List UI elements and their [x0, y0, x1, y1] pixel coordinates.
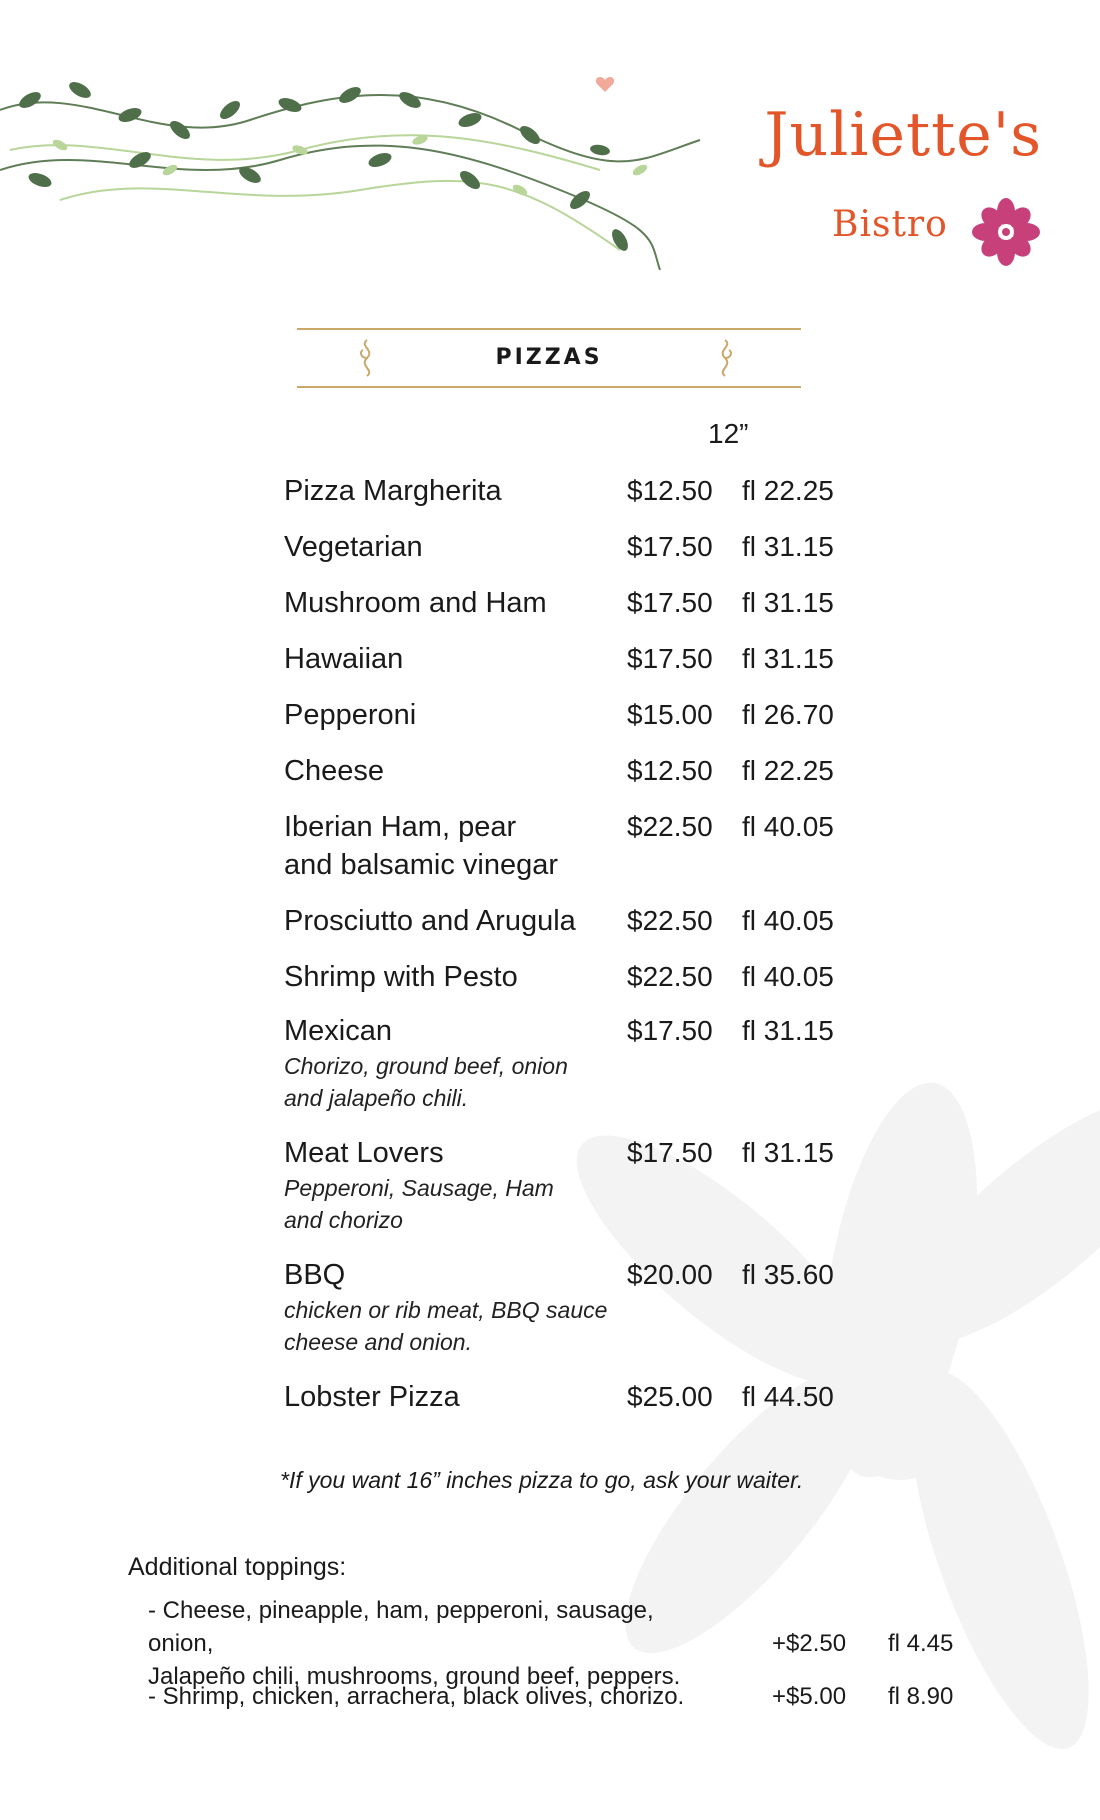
item-name: Mexican	[284, 1015, 392, 1047]
brand-subtitle: Bistro	[832, 204, 948, 245]
topping-price-usd: +$2.50	[772, 1630, 847, 1657]
flower-icon	[972, 198, 1040, 266]
size-column-header: 12”	[708, 418, 749, 449]
vine-decoration	[0, 40, 740, 300]
topping-line	[148, 1680, 988, 1713]
item-price-fl: fl 22.25	[742, 755, 834, 786]
header-rule-top	[297, 328, 801, 330]
additional-toppings	[128, 1550, 988, 1713]
item-price-usd: $12.50	[627, 475, 713, 506]
item-name: Meat Lovers	[284, 1137, 444, 1169]
brand-logo	[700, 100, 1080, 280]
item-price-usd: $22.50	[627, 811, 713, 842]
menu-items	[284, 472, 904, 1428]
item-price-fl: fl 22.25	[742, 475, 834, 506]
topping-price-usd: +$5.00	[772, 1683, 847, 1710]
item-price-usd: $22.50	[627, 905, 713, 936]
item-name: Cheese	[284, 755, 384, 787]
topping-price-fl: fl 8.90	[888, 1683, 954, 1710]
item-name: Pepperoni	[284, 699, 417, 731]
menu-item	[284, 752, 904, 808]
topping-price-fl: fl 4.45	[888, 1630, 954, 1657]
item-name: Hawaiian	[284, 643, 404, 675]
menu-item	[284, 640, 904, 696]
flourish-icon	[710, 338, 740, 378]
item-price-usd: $17.50	[627, 1137, 713, 1168]
item-price-usd: $22.50	[627, 961, 713, 992]
item-price-fl: fl 26.70	[742, 699, 834, 730]
section-header	[297, 328, 801, 390]
menu-item	[284, 958, 904, 1012]
footnote: *If you want 16” inches pizza to go, ask your waiter.	[280, 1467, 804, 1493]
item-price-fl: fl 31.15	[742, 643, 834, 674]
topping-text: - Cheese, pineapple, ham, pepperoni, sausage, onion, Jalapeño chili, mushrooms, ground beef, peppers.	[148, 1597, 681, 1690]
item-price-fl: fl 44.50	[742, 1381, 834, 1412]
item-price-fl: fl 31.15	[742, 531, 834, 562]
item-price-usd: $20.00	[627, 1259, 713, 1290]
item-name: Mushroom and Ham	[284, 587, 547, 619]
item-name: Vegetarian	[284, 531, 423, 563]
item-price-usd: $15.00	[627, 699, 713, 730]
item-price-usd: $25.00	[627, 1381, 713, 1412]
item-name: Pizza Margherita	[284, 475, 502, 507]
item-description: Pepperoni, Sausage, Ham and chorizo	[284, 1175, 554, 1233]
item-name: Prosciutto and Arugula	[284, 905, 576, 937]
item-price-fl: fl 40.05	[742, 905, 834, 936]
item-price-fl: fl 31.15	[742, 1015, 834, 1046]
menu-item	[284, 1012, 904, 1134]
menu-item	[284, 1378, 904, 1428]
item-name: Lobster Pizza	[284, 1381, 460, 1413]
toppings-title: Additional toppings:	[128, 1553, 347, 1581]
item-price-usd: $17.50	[627, 1015, 713, 1046]
menu-item	[284, 1256, 904, 1378]
menu-item	[284, 808, 904, 902]
item-description: chicken or rib meat, BBQ sauce cheese and onion.	[284, 1297, 608, 1355]
section-title: PIZZAS	[495, 345, 603, 370]
menu-item	[284, 1134, 904, 1256]
item-price-usd: $12.50	[627, 755, 713, 786]
item-name: BBQ	[284, 1259, 346, 1291]
item-price-fl: fl 40.05	[742, 961, 834, 992]
item-price-fl: fl 31.15	[742, 1137, 834, 1168]
topping-text: - Shrimp, chicken, arrachera, black olives, chorizo.	[148, 1683, 685, 1710]
menu-item	[284, 528, 904, 584]
item-price-fl: fl 40.05	[742, 811, 834, 842]
topping-line	[148, 1594, 988, 1690]
menu-item	[284, 902, 904, 958]
item-description: Chorizo, ground beef, onion and jalapeño chili.	[284, 1053, 568, 1111]
menu-item	[284, 472, 904, 528]
brand-name: Juliette's	[764, 100, 1042, 170]
item-price-usd: $17.50	[627, 531, 713, 562]
header-rule-bottom	[297, 386, 801, 388]
item-price-usd: $17.50	[627, 643, 713, 674]
menu-item	[284, 696, 904, 752]
item-price-fl: fl 35.60	[742, 1259, 834, 1290]
item-price-usd: $17.50	[627, 587, 713, 618]
item-price-fl: fl 31.15	[742, 587, 834, 618]
item-name: Iberian Ham, pear and balsamic vinegar	[284, 811, 559, 881]
menu-item	[284, 584, 904, 640]
item-name: Shrimp with Pesto	[284, 961, 518, 993]
